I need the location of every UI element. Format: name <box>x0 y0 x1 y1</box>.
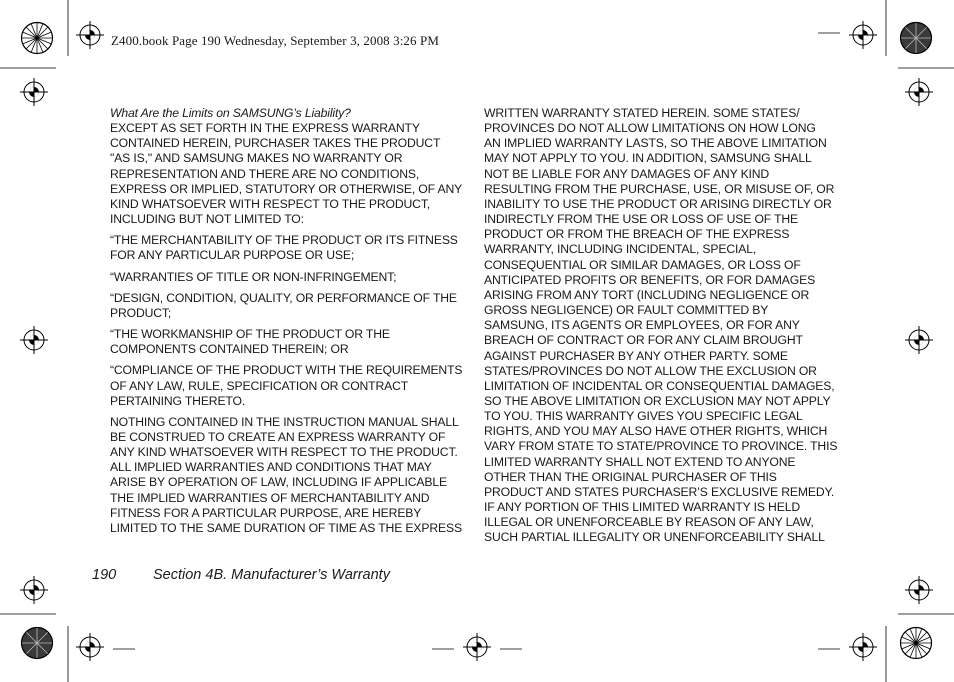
text-line: EXCEPT AS SET FORTH IN THE EXPRESS WARRANTY <box>110 121 420 136</box>
text-line: PRODUCT OR FROM THE BREACH OF THE EXPRESS <box>484 227 790 242</box>
text-line: “COMPLIANCE OF THE PRODUCT WITH THE REQUIREMENTS <box>110 363 463 378</box>
text-line: COMPONENTS CONTAINED THEREIN; OR <box>110 342 349 357</box>
text-line: PERTAINING THERETO. <box>110 393 246 408</box>
print-header: Z400.book Page 190 Wednesday, September 3, 2008 3:26 PM <box>111 33 439 48</box>
registration-mark-icon <box>463 633 491 661</box>
text-line: PRODUCT; <box>110 305 172 320</box>
text-line: “WARRANTIES OF TITLE OR NON-INFRINGEMENT; <box>110 269 397 284</box>
registration-mark-icon <box>20 78 48 106</box>
registration-mark-icon <box>905 326 933 354</box>
text-line: INCLUDING BUT NOT LIMITED TO: <box>110 212 304 227</box>
starburst-mark-icon <box>901 23 932 54</box>
text-line: LIMITED WARRANTY SHALL NOT EXTEND TO ANYONE <box>484 454 796 469</box>
registration-mark-icon <box>76 21 104 49</box>
text-line: TO YOU. THIS WARRANTY GIVES YOU SPECIFIC LEGAL <box>484 409 803 424</box>
page-number: 190 <box>92 567 117 583</box>
text-line: OTHER THAN THE ORIGINAL PURCHASER OF THIS <box>484 469 777 484</box>
text-line: KIND WHATSOEVER WITH RESPECT TO THE PRODUCT, <box>110 196 431 211</box>
registration-mark-icon <box>905 576 933 604</box>
text-line: PRODUCT AND STATES PURCHASER’S EXCLUSIVE REMEDY. <box>484 484 835 499</box>
text-line: BE CONSTRUED TO CREATE AN EXPRESS WARRANTY OF <box>110 429 446 444</box>
text-line: “THE WORKMANSHIP OF THE PRODUCT OR THE <box>110 327 390 342</box>
text-line: CONTAINED HEREIN, PURCHASER TAKES THE PRODUCT <box>110 136 441 151</box>
text-line: “DESIGN, CONDITION, QUALITY, OR PERFORMANCE OF THE <box>110 290 457 305</box>
starburst-mark-icon <box>901 628 932 659</box>
text-line: STATES/PROVINCES DO NOT ALLOW THE EXCLUSION OR <box>484 363 817 378</box>
text-line: EXPRESS OR IMPLIED, STATUTORY OR OTHERWISE, OF ANY <box>110 181 463 196</box>
text-line: PROVINCES DO NOT ALLOW LIMITATIONS ON HOW LONG <box>484 121 816 136</box>
text-line: "AS IS," AND SAMSUNG MAKES NO WARRANTY OR <box>110 151 403 166</box>
text-line: IF ANY PORTION OF THIS LIMITED WARRANTY IS HELD <box>484 500 800 515</box>
text-line: GROSS NEGLIGENCE) OR FAULT COMMITTED BY <box>484 303 769 318</box>
text-line: LIMITED TO THE SAME DURATION OF TIME AS THE EXPRESS <box>110 520 462 535</box>
text-line: CONSEQUENTIAL OR SIMILAR DAMAGES, OR LOSS OF <box>484 257 801 272</box>
text-line: FITNESS FOR A PARTICULAR PURPOSE, ARE HEREBY <box>110 505 422 520</box>
registration-mark-icon <box>905 78 933 106</box>
text-line: INABILITY TO USE THE PRODUCT OR ARISING DIRECTLY OR <box>484 196 832 211</box>
text-line: SUCH PARTIAL ILLEGALITY OR UNENFORCEABILITY SHALL <box>484 530 825 545</box>
text-line: THE IMPLIED WARRANTIES OF MERCHANTABILITY AND <box>110 490 430 505</box>
text-line: ARISING FROM ANY TORT (INCLUDING NEGLIGENCE OR <box>484 287 810 302</box>
starburst-mark-icon <box>22 628 53 659</box>
text-line: WARRANTY, INCLUDING INCIDENTAL, SPECIAL, <box>484 242 757 257</box>
text-line: INDIRECTLY FROM THE USE OR LOSS OF USE OF THE <box>484 212 799 227</box>
text-line: ANY KIND WHATSOEVER WITH RESPECT TO THE PRODUCT. <box>110 445 458 460</box>
text-line: LIMITATION OF INCIDENTAL OR CONSEQUENTIAL DAMAGES, <box>484 378 835 393</box>
text-line: ANTICIPATED PROFITS OR BENEFITS, OR FOR DAMAGES <box>484 272 816 287</box>
text-line: AN IMPLIED WARRANTY LASTS, SO THE ABOVE LIMITATION <box>484 136 827 151</box>
registration-mark-icon <box>76 633 104 661</box>
text-line: ILLEGAL OR UNENFORCEABLE BY REASON OF ANY LAW, <box>484 515 814 530</box>
registration-mark-icon <box>20 576 48 604</box>
text-line: MAY NOT APPLY TO YOU. IN ADDITION, SAMSUNG SHALL <box>484 151 812 166</box>
text-line: RESULTING FROM THE PURCHASE, USE, OR MISUSE OF, OR <box>484 181 835 196</box>
text-line: WRITTEN WARRANTY STATED HEREIN. SOME STATES/ <box>484 106 800 120</box>
text-line: ALL IMPLIED WARRANTIES AND CONDITIONS THAT MAY <box>110 460 432 475</box>
text-line: ARISE BY OPERATION OF LAW, INCLUDING IF APPLICABLE <box>110 475 447 490</box>
text-line: NOT BE LIABLE FOR ANY DAMAGES OF ANY KIND <box>484 166 770 181</box>
text-line: “THE MERCHANTABILITY OF THE PRODUCT OR ITS FITNESS <box>110 233 458 248</box>
registration-mark-icon <box>849 21 877 49</box>
text-line: RIGHTS, AND YOU MAY ALSO HAVE OTHER RIGHTS, WHICH <box>484 424 828 439</box>
section-title: Section 4B. Manufacturer’s Warranty <box>153 567 390 583</box>
starburst-mark-icon <box>22 23 53 54</box>
registration-mark-icon <box>20 326 48 354</box>
text-line: NOTHING CONTAINED IN THE INSTRUCTION MANUAL SHALL <box>110 414 459 429</box>
text-line: SAMSUNG, ITS AGENTS OR EMPLOYEES, OR FOR ANY <box>484 318 800 333</box>
registration-mark-icon <box>849 633 877 661</box>
text-line: AGAINST PURCHASER BY ANY OTHER PARTY. SOME <box>484 348 788 363</box>
text-line: VARY FROM STATE TO STATE/PROVINCE TO PROVINCE. THIS <box>484 439 838 454</box>
text-line: SO THE ABOVE LIMITATION OR EXCLUSION MAY NOT APPLY <box>484 393 831 408</box>
text-line: OF ANY LAW, RULE, SPECIFICATION OR CONTRACT <box>110 378 409 393</box>
text-line: REPRESENTATION AND THERE ARE NO CONDITIONS, <box>110 166 420 181</box>
text-line: BREACH OF CONTRACT OR FOR ANY CLAIM BROUGHT <box>484 333 803 348</box>
section-heading: What Are the Limits on SAMSUNG’s Liability? <box>110 106 351 120</box>
text-line: FOR ANY PARTICULAR PURPOSE OR USE; <box>110 248 355 263</box>
